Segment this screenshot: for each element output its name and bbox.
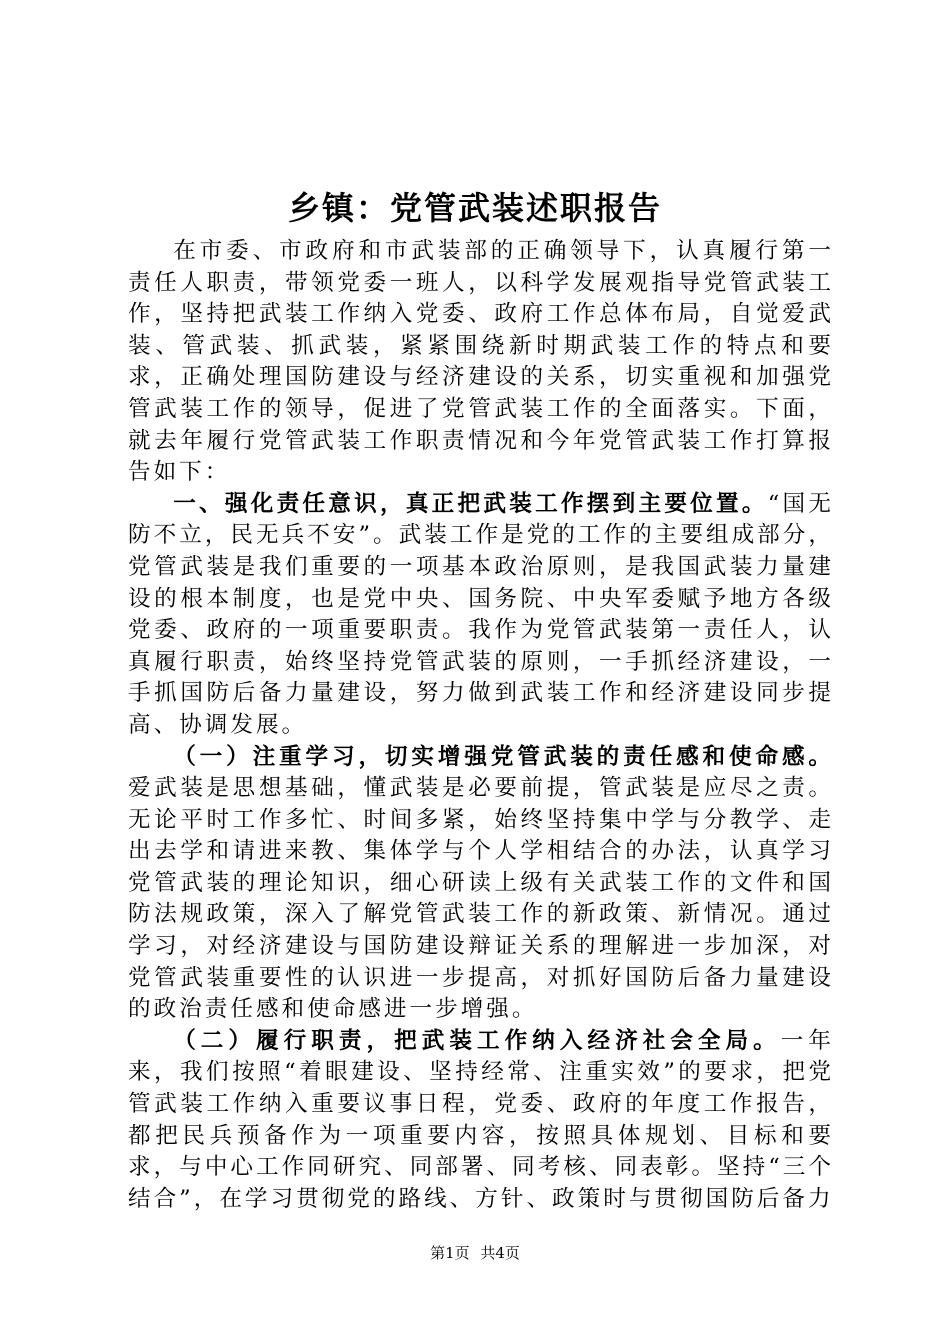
document-title: 乡镇：党管武装述职报告 — [287, 189, 662, 227]
document-body — [128, 236, 834, 1215]
paragraph-text: 在市委、市政府和市武装部的正确领导下，认真履行第一责任人职责，带领党委一班人，以科学发展观指导党管武装工作，坚持把武装工作纳入党委、政府工作总体布局，自觉爱武装、管武装、抓武装，紧紧围绕新时期武装工作的特点和要求，正确处理国防建设与经济建设的关系，切实重视和加强党管武装工作的领导，促进了党管武装工作的全面落实。下面，就去年履行党管武装工作职责情况和今年党管武装工作打算报告如下： — [128, 238, 834, 486]
paragraph-text: “国无防不立，民无兵不安”。武装工作是党的工作的主要组成部分，党管武装是我们重要的一项基本政治原则，是我国武装力量建设的根本制度，也是党中央、国务院、中央军委赋予地方各级党委、政府的一项重要职责。我作为党管武装第一责任人，认真履行职责，始终坚持党管武装的原则，一手抓经济建设，一手抓国防后备力量建设，努力做到武装工作和经济建设同步提高、协调发展。 — [128, 490, 835, 738]
paragraph-text: 爱武装是思想基础，懂武装是必要前提，管武装是应尽之责。无论平时工作多忙、时间多紧，始终坚持集中学与分教学、走出去学和请进来教、集体学与个人学相结合的办法，认真学习党管武装的理论知识，细心研读上级有关武装工作的文件和国防法规政策，深入了解党管武装工作的新政策、新情况。通过学习，对经济建设与国防建设辩证关系的理解进一步加深，对党管武装重要性的认识进一步提高，对抓好国防后备力量建设的政治责任感和使命感进一步增强。 — [128, 775, 834, 1023]
paragraph-text: 一年来，我们按照“着眼建设、坚持经常、注重实效”的要求，把党管武装工作纳入重要议事日程，党委、政府的年度工作报告，都把民兵预备作为一项重要内容，按照具体规划、目标和要求，与中心工作同研究、同部署、同考核、同表彰。坚持“三个结合”，在学习贯彻党的路线、方针、政策时与贯彻国防后备力 — [128, 1027, 835, 1212]
page-number-footer: 第1页 共4页 — [430, 1244, 520, 1262]
subsection-heading: （二）履行职责，把武装工作纳入经济社会全局。 — [173, 1027, 781, 1054]
paragraph-subsection-1 — [128, 742, 834, 1026]
subsection-heading: （一）注重学习，切实增强党管武装的责任感和使命感。 — [173, 743, 834, 770]
paragraph-subsection-2 — [128, 1026, 834, 1216]
section-heading: 一、强化责任意识，真正把武装工作摆到主要位置。 — [173, 490, 768, 517]
paragraph-intro — [128, 236, 834, 489]
paragraph-section-1 — [128, 489, 834, 742]
